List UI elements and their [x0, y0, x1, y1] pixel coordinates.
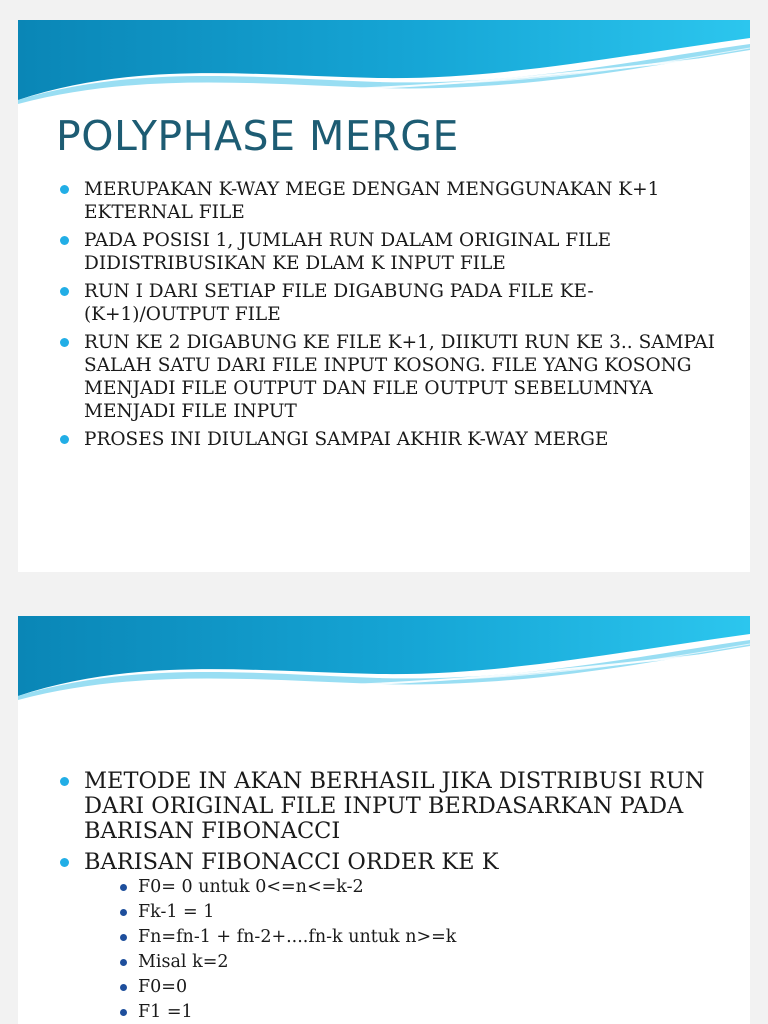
sub-bullet-text: Fk-1 = 1 — [138, 902, 215, 922]
bullet-text: METODE IN AKAN BERHASIL JIKA DISTRIBUSI RUN DARI ORIGINAL FILE INPUT BERDASARKAN PADA BARISAN FIBONACCI — [84, 768, 705, 844]
sub-bullet-item — [84, 925, 728, 950]
sub-bullet-dot-icon — [120, 1009, 127, 1016]
bullet-dot-icon — [60, 185, 69, 194]
bullet-text: BARISAN FIBONACCI ORDER KE K — [84, 849, 499, 875]
bullet-dot-icon — [60, 777, 69, 786]
sub-bullet-item — [84, 1000, 728, 1024]
bullet-text: PADA POSISI 1, JUMLAH RUN DALAM ORIGINAL FILE DIDISTRIBUSIKAN KE DLAM K INPUT FILE — [84, 230, 612, 274]
slide-2 — [18, 616, 750, 1024]
sub-bullet-text: F0= 0 untuk 0<=n<=k-2 — [138, 877, 364, 897]
bullet-text: PROSES INI DIULANGI SAMPAI AKHIR K-WAY MERGE — [84, 429, 609, 450]
sub-bullet-item — [84, 875, 728, 900]
header-swoosh-decoration — [18, 20, 750, 110]
bullet-dot-icon — [60, 338, 69, 347]
bullet-list — [58, 769, 728, 1024]
sub-bullet-text: F0=0 — [138, 977, 188, 997]
bullet-dot-icon — [60, 435, 69, 444]
slide-1 — [18, 20, 750, 572]
bullet-item — [58, 280, 728, 326]
bullet-item — [58, 229, 728, 275]
bullet-dot-icon — [60, 858, 69, 867]
sub-bullet-item — [84, 950, 728, 975]
bullet-item — [58, 331, 728, 423]
bullet-text: RUN I DARI SETIAP FILE DIGABUNG PADA FILE KE-(K+1)/OUTPUT FILE — [84, 281, 594, 325]
header-swoosh-decoration — [18, 616, 750, 706]
sub-bullet-dot-icon — [120, 934, 127, 941]
sub-bullet-text: Fn=fn-1 + fn-2+....fn-k untuk n>=k — [138, 927, 457, 947]
sub-bullet-dot-icon — [120, 909, 127, 916]
bullet-text: MERUPAKAN K-WAY MEGE DENGAN MENGGUNAKAN K+1 EKTERNAL FILE — [84, 179, 660, 223]
sub-bullet-text: Misal k=2 — [138, 952, 229, 972]
bullet-dot-icon — [60, 236, 69, 245]
sub-bullet-list — [84, 875, 728, 1024]
sub-bullet-dot-icon — [120, 984, 127, 991]
sub-bullet-text: F1 =1 — [138, 1002, 193, 1022]
sub-bullet-item — [84, 975, 728, 1000]
sub-bullet-dot-icon — [120, 959, 127, 966]
bullet-dot-icon — [60, 287, 69, 296]
sub-bullet-item — [84, 900, 728, 925]
bullet-item — [58, 850, 728, 1024]
bullet-item — [58, 428, 728, 451]
bullet-item — [58, 769, 728, 844]
bullet-list — [58, 178, 728, 456]
bullet-text: RUN KE 2 DIGABUNG KE FILE K+1, DIIKUTI RUN KE 3.. SAMPAI SALAH SATU DARI FILE INPUT KOSONG. FILE YANG KOSONG MENJADI FILE OUTPUT DAN FILE OUTPUT SEBELUMNYA MENJADI FILE INPUT — [84, 332, 715, 422]
sub-bullet-dot-icon — [120, 884, 127, 891]
bullet-item — [58, 178, 728, 224]
slide-title: POLYPHASE MERGE — [56, 112, 459, 160]
